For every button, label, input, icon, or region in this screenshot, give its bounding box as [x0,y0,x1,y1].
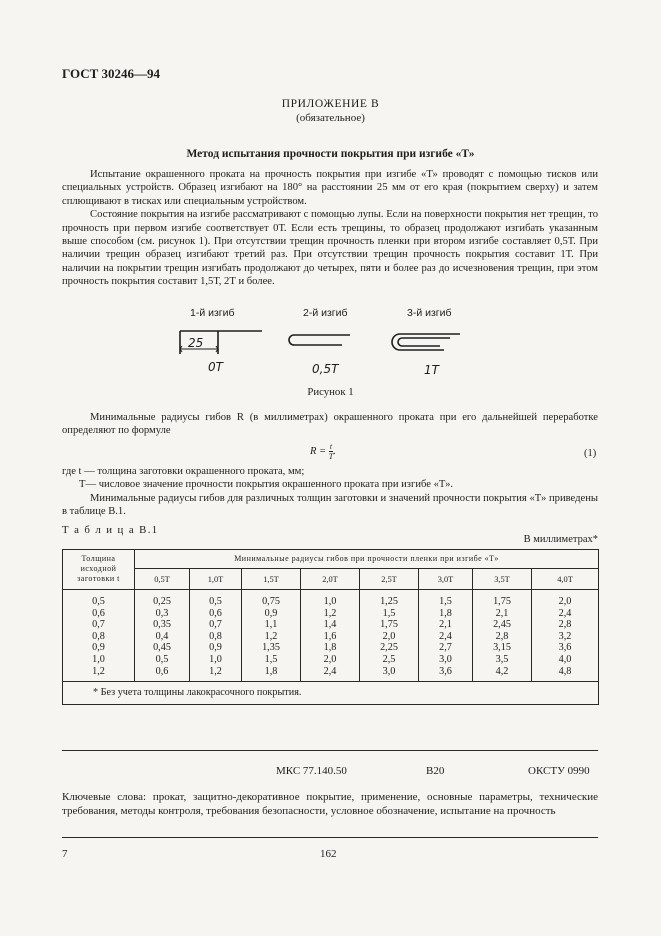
table-cell: 0,6 [209,607,222,619]
table-cell: 0,8 [92,630,105,642]
table-cell: 2,0 [558,596,572,607]
figure-value-2: 0,5T [312,362,339,376]
table-cell: 1,35 [262,642,280,654]
table-cell: 1,25 [380,596,398,607]
table-column-values [242,590,301,682]
table-cell: 0,9 [92,642,105,654]
separator-line [62,750,598,751]
table-cell: 3,6 [439,665,452,677]
method-text [62,168,598,289]
table-cell: 2,7 [439,642,452,654]
bend-radius-table [62,549,599,705]
table-cell: 3,6 [558,642,572,654]
where-block [62,465,598,519]
table-unit: В миллиметрах* [523,534,598,545]
table-cell: 0,7 [92,619,105,631]
table-column-values [190,590,242,682]
table-cell: 1,75 [493,596,511,607]
table-cell: 1,5 [382,607,396,619]
table-cell: 3,0 [439,653,452,665]
table-column-values [301,590,360,682]
okstu-code: ОКСТУ 0990 [528,765,590,777]
figure-label-2: 2-й изгиб [303,307,348,319]
table-cell: 0,5 [155,653,169,665]
table-cell: 0,6 [92,607,105,619]
table-cell: 2,8 [495,630,509,642]
appendix-subtitle: (обязательное) [296,112,365,124]
table-cell: 3,0 [382,665,396,677]
table-note: * Без учета толщины лакокрасочного покрытия. [63,682,599,705]
table-cell: 2,4 [323,665,337,677]
table-cell: 4,0 [558,653,572,665]
formula-number: (1) [584,448,597,459]
column-header: 2,0T [301,569,360,590]
table-column-values [532,590,599,682]
table-cell: 0,4 [155,630,169,642]
table-cell: 2,4 [439,630,452,642]
formula-fraction: $\frac{t}{T}$ [328,442,334,461]
figure-label-1: 1-й изгиб [190,307,235,319]
table-intro: Минимальные радиусы гибов для различных толщин заготовки и значений прочности покрытия «Т» приведены в таблице В.1. [62,492,598,518]
table-cell: 2,5 [382,653,396,665]
where-line-1: где t — толщина заготовки окрашенного проката, мм; [62,466,305,477]
table-cell: 1,5 [439,596,452,607]
figure-caption: Рисунок 1 [307,386,354,398]
formula-intro: Минимальные радиусы гибов R (в миллиметрах) окрашенного проката при его дальнейшей переработке определяют по формуле [62,412,598,437]
header-group: Минимальные радиусы гибов при прочности пленки при изгибе «Т» [135,550,599,569]
appendix-title: ПРИЛОЖЕНИЕ В [281,98,380,110]
column-header: 4,0T [532,569,599,590]
table-cell: 3,15 [493,642,511,654]
table-cell: 1,5 [264,653,278,665]
table-cell: 4,8 [558,665,572,677]
table-cell: 1,4 [323,619,337,631]
table-cell: 1,8 [264,665,278,677]
table-cell: 1,0 [209,653,222,665]
group-code: В20 [426,765,445,777]
table-caption: Т а б л и ц а В.1 [62,524,159,536]
table-cell: 0,8 [209,630,222,642]
table-column-values [473,590,532,682]
column-header: 3,5T [473,569,532,590]
table-cell: 0,3 [155,607,169,619]
figure-value-3: 1T [424,363,439,377]
table-cell: 0,45 [153,642,171,654]
table-cell: 2,1 [439,619,452,631]
keywords: Ключевые слова: прокат, защитно-декоративное покрытие, применение, основные параметры, технические требования, методы контроля, требования безопасности, условное обозначение, испытание на прочность [62,791,598,817]
bend-3-shape [392,334,460,350]
figure-value-1: 0T [208,360,223,374]
table-cell: 0,7 [209,619,222,631]
table-cell: 3,5 [495,653,509,665]
table-cell: 1,2 [323,607,337,619]
column-header: 1,0T [190,569,242,590]
table-cell: 2,8 [558,619,572,631]
table-cell: 3,2 [558,630,572,642]
column-header: 1,5T [242,569,301,590]
table-cell: 0,35 [153,619,171,631]
table-cell: 0,9 [264,607,278,619]
table-cell: 2,25 [380,642,398,654]
dimension-label: 25 [188,336,204,350]
table-cell: 4,2 [495,665,509,677]
paragraph-1: Испытание окрашенного проката на прочность покрытия при изгибе «Т» проводят с помощью тисков или специальных устройств. Образец изгибают на 180° на расстоянии 25 мм от его края (покрытием сверху) и затем сплющивают в тисках или специальным устройством. [62,169,598,207]
footer-left: 7 [62,848,68,860]
table-column-values [63,590,135,682]
table-cell: 0,5 [209,596,222,607]
table-cell: 1,8 [323,642,337,654]
table-column-values [419,590,473,682]
table-cell: 1,2 [209,665,222,677]
formula: R = $\frac{t}{T}$ . [310,442,336,461]
table-cell: 2,0 [323,653,337,665]
table-cell: 0,75 [262,596,280,607]
column-header: 3,0T [419,569,473,590]
paragraph-2: Состояние покрытия на изгибе рассматривают с помощью лупы. Если на поверхности покрытия нет трещин, то прочность при первом изгибе соответствует 0Т. Если есть трещины, то образец продолжают изгибать указанным выше способом (см. рисунок 1). При отсутствии трещин прочность пленки при втором изгибе составляет 0,5Т. При наличии трещин образец изгибают третий раз. При отсутствии трещин прочность покрытия составит 1Т. При наличии на покрытии трещин изгибать продолжают до четырех, пяти и более раз до исчезновения трещин, при этом прочность покрытия составит 1,5Т, 2Т и более. [62,209,598,288]
bend-2-shape [289,335,350,345]
table-cell: 0,25 [153,596,171,607]
figure-label-3: 3-й изгиб [407,307,452,319]
table-cell: 1,2 [92,665,105,677]
table-cell: 1,0 [323,596,337,607]
table-cell: 2,4 [558,607,572,619]
where-line-2: T— числовое значение прочности покрытия окрашенного проката при изгибе «Т». [79,479,454,491]
header-thickness: Толщина исходной заготовки t [63,550,135,590]
table-cell: 2,45 [493,619,511,631]
table-cell: 2,1 [495,607,509,619]
column-header: 0,5T [135,569,190,590]
mks-code: МКС 77.140.50 [276,765,347,777]
method-title: Метод испытания прочности покрытия при изгибе «Т» [186,148,475,160]
table-cell: 1,1 [264,619,278,631]
table-cell: 0,6 [155,665,169,677]
table-cell: 2,0 [382,630,396,642]
table-cell: 1,8 [439,607,452,619]
table-cell: 1,2 [264,630,278,642]
table-cell: 1,6 [323,630,337,642]
table-cell: 1,0 [92,653,105,665]
footer-line [62,837,598,838]
table-cell: 1,75 [380,619,398,631]
column-header: 2,5T [360,569,419,590]
page-number: 162 [320,848,337,860]
table-column-values [135,590,190,682]
table-cell: 0,9 [209,642,222,654]
table-cell: 0,5 [92,596,105,607]
document-header: ГОСТ 30246—94 [62,66,161,81]
table-column-values [360,590,419,682]
